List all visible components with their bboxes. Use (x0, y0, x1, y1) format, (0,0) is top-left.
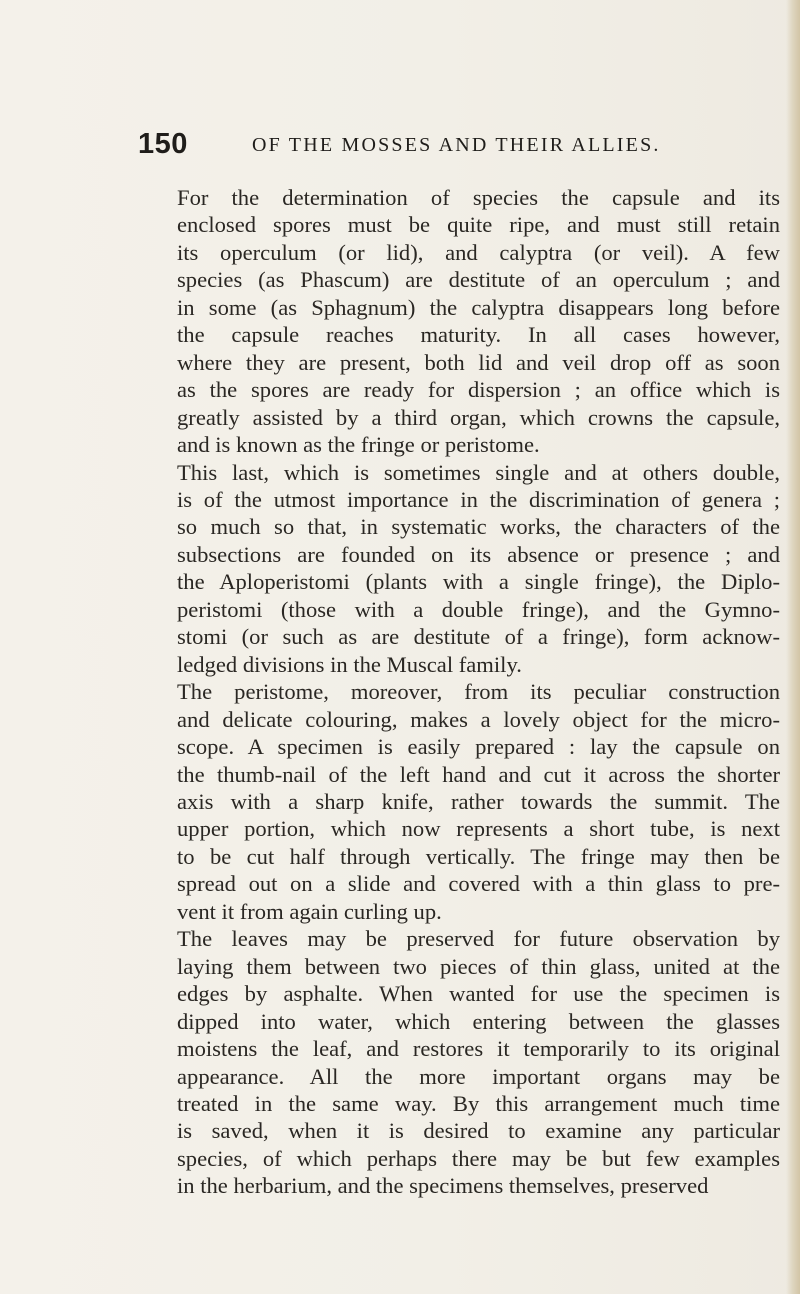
page-number: 150 (138, 128, 188, 160)
text-line: ledged divisions in the Muscal family. (177, 651, 522, 677)
text-line: stomi (or such as are destitute of a fringe), form acknow- (177, 624, 780, 650)
text-line: spread out on a slide and covered with a thin glass to pre- (177, 871, 780, 897)
text-line: the capsule reaches maturity. In all cases however, (177, 322, 780, 348)
text-line: is of the utmost importance in the discrimination of genera ; (177, 486, 780, 512)
text-line: upper portion, which now represents a short tube, is next (177, 816, 780, 842)
text-line: edges by asphalte. When wanted for use the specimen is (177, 981, 780, 1007)
text-line: The leaves may be preserved for future observation by (177, 926, 780, 952)
text-line: scope. A specimen is easily prepared : lay the capsule on (177, 734, 780, 760)
text-line: as the spores are ready for dispersion ; an office which is (177, 377, 780, 403)
text-line: in some (as Sphagnum) the calyptra disappears long before (177, 294, 780, 320)
text-line: treated in the same way. By this arrangement much time (177, 1090, 780, 1116)
text-line: subsections are founded on its absence or presence ; and (177, 541, 780, 567)
text-line: where they are present, both lid and veil drop off as soon (177, 349, 780, 375)
text-line: so much so that, in systematic works, the characters of the (177, 514, 780, 540)
text-line: axis with a sharp knife, rather towards the summit. The (177, 788, 780, 814)
text-line: vent it from again curling up. (177, 898, 442, 924)
text-line: and delicate colouring, makes a lovely object for the micro- (177, 706, 780, 732)
text-line: moistens the leaf, and restores it temporarily to its original (177, 1036, 780, 1062)
text-line: peristomi (those with a double fringe), and the Gymno- (177, 596, 780, 622)
text-line: is saved, when it is desired to examine any particular (177, 1118, 780, 1144)
running-title: OF THE MOSSES AND THEIR ALLIES. (252, 134, 661, 156)
text-line: appearance. All the more important organs may be (177, 1063, 780, 1089)
body-text (177, 184, 780, 1200)
text-line: species (as Phascum) are destitute of an operculum ; and (177, 267, 780, 293)
text-line: The peristome, moreover, from its peculiar construction (177, 679, 780, 705)
text-line: This last, which is sometimes single and at others double, (177, 459, 780, 485)
text-line: greatly assisted by a third organ, which crowns the capsule, (177, 404, 780, 430)
text-line: the thumb-nail of the left hand and cut it across the shorter (177, 761, 780, 787)
text-line: in the herbarium, and the specimens themselves, preserved (177, 1173, 709, 1199)
text-line: and is known as the fringe or peristome. (177, 432, 540, 458)
text-line: its operculum (or lid), and calyptra (or veil). A few (177, 239, 780, 265)
text-line: the Aploperistomi (plants with a single fringe), the Diplo- (177, 569, 780, 595)
text-line: For the determination of species the capsule and its (177, 185, 780, 210)
text-line: enclosed spores must be quite ripe, and must still retain (177, 212, 780, 238)
page-header (138, 128, 738, 168)
text-line: to be cut half through vertically. The fringe may then be (177, 843, 780, 869)
text-line: species, of which perhaps there may be but few examples (177, 1145, 780, 1171)
text-line: laying them between two pieces of thin glass, united at the (177, 953, 780, 979)
text-line: dipped into water, which entering between the glasses (177, 1008, 780, 1034)
page-edge-shadow (786, 0, 800, 1294)
